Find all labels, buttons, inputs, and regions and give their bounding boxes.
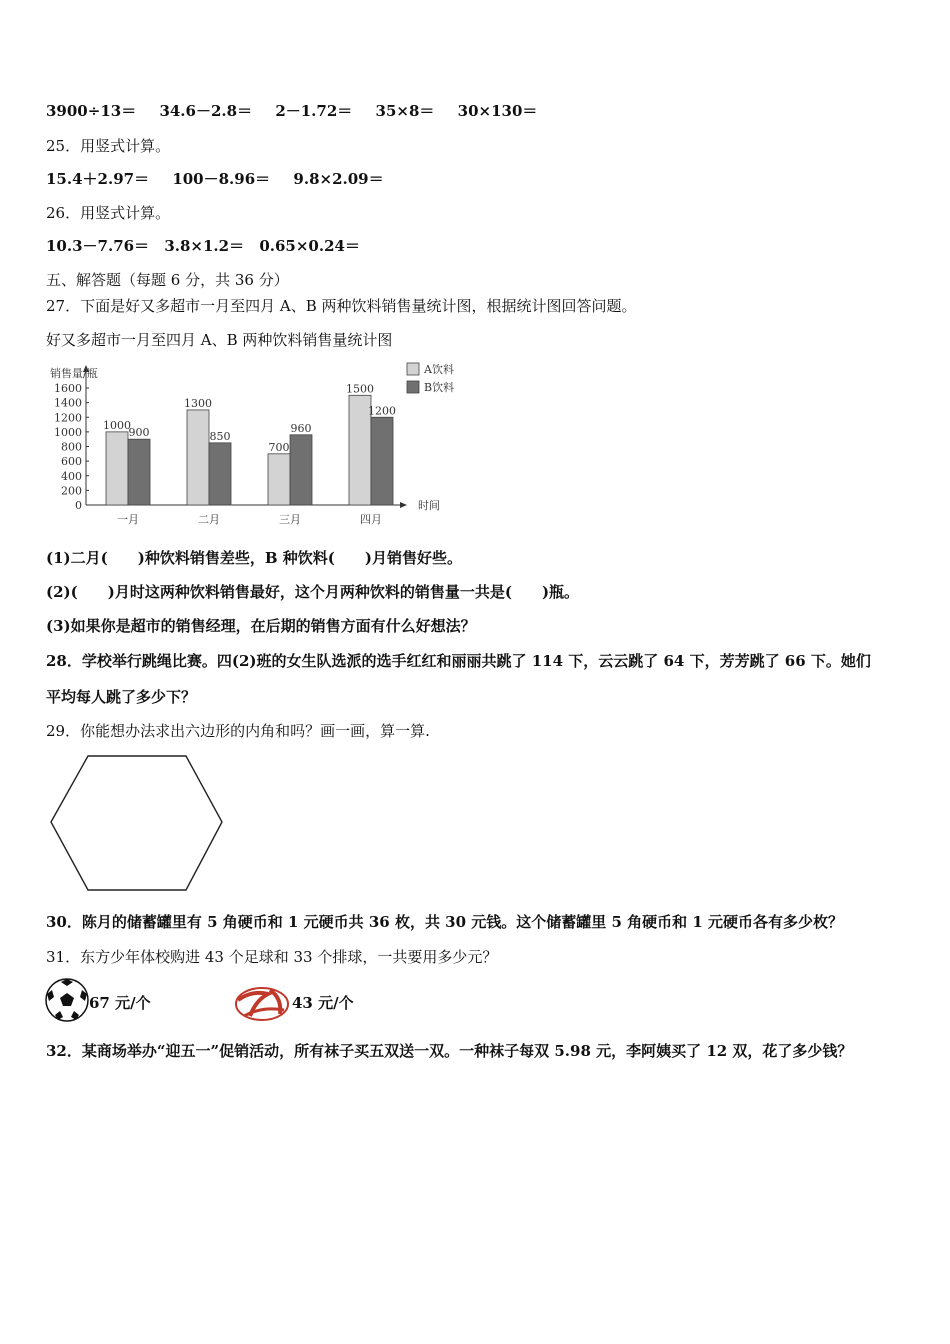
x-axis-arrow <box>400 502 407 508</box>
bar-value-label: 960 <box>290 421 312 435</box>
hexagon-shape <box>51 756 222 890</box>
x-tick-label: 一月 <box>117 513 139 526</box>
y-tick-label: 600 <box>61 455 82 469</box>
calc-item: 10.3－7.76＝ <box>46 237 150 255</box>
bar-b <box>209 443 231 505</box>
calc-item: 0.65×0.24＝ <box>259 237 360 255</box>
x-axis-label: 时间 <box>418 499 440 512</box>
bar-b <box>128 439 150 505</box>
y-tick-label: 200 <box>61 484 82 498</box>
legend-swatch <box>407 363 419 375</box>
volleyball-price: 43 元/个 <box>292 994 354 1012</box>
bar-value-label: 1000 <box>103 418 131 432</box>
y-axis-label: 销售量/瓶 <box>50 367 98 380</box>
q32-title: 32．某商场举办“迎五一”促销活动，所有袜子买五双送一双。一种袜子每双 5.98 元，李阿姨买了 12 双，花了多少钱？ <box>46 1042 853 1060</box>
calc-item: 30×130＝ <box>457 102 538 120</box>
calc-item: 35×8＝ <box>375 102 435 120</box>
soccer-ball-icon <box>44 977 90 1023</box>
y-tick-label: 1000 <box>54 425 82 439</box>
bar-value-label: 900 <box>128 426 150 440</box>
bar-value-label: 1300 <box>184 396 212 410</box>
q25-title: 25．用竖式计算。 <box>46 137 171 155</box>
q26-items <box>46 236 360 256</box>
q30-title: 30．陈月的储蓄罐里有 5 角硬币和 1 元硬币共 36 枚，共 30 元钱。这个储蓄罐里 5 角硬币和 1 元硬币各有多少枚？ <box>46 913 844 931</box>
y-tick-label: 400 <box>61 469 82 483</box>
volleyball-icon <box>234 986 290 1022</box>
q27-sub2-part: )瓶。 <box>541 583 580 601</box>
q27-sub2 <box>46 582 579 602</box>
q28-line2: 平均每人跳了多少下？ <box>46 688 197 706</box>
x-tick-label: 四月 <box>360 513 382 526</box>
calc-item: 3900÷13＝ <box>46 102 137 120</box>
y-tick-label: 1600 <box>54 382 82 395</box>
soccer-price: 67 元/个 <box>89 994 151 1012</box>
q27-title: 27．下面是好又多超市一月至四月 A、B 两种饮料销售量统计图，根据统计图回答问题。 <box>46 297 637 315</box>
calc-item: 9.8×2.09＝ <box>293 170 384 188</box>
q27-sub2-part: (2)( <box>46 583 78 601</box>
bar-a <box>106 432 128 505</box>
q25-items <box>46 169 384 189</box>
q29-title: 29．你能想办法求出六边形的内角和吗？画一画，算一算. <box>46 722 430 740</box>
bar-chart <box>46 358 486 528</box>
q27-sub1-part: (1)二月( <box>46 549 108 567</box>
q27-sub1-part: )月销售好些。 <box>364 549 462 567</box>
bar-value-label: 1500 <box>346 382 374 396</box>
q27-sub1 <box>46 548 462 568</box>
x-tick-label: 三月 <box>279 513 301 526</box>
y-tick-label: 0 <box>75 499 82 512</box>
bar-b <box>371 417 393 505</box>
x-tick-label: 二月 <box>198 513 220 526</box>
q27-sub3: (3)如果你是超市的销售经理，在后期的销售方面有什么好想法？ <box>46 617 476 635</box>
bar-value-label: 850 <box>209 429 231 443</box>
bar-b <box>290 435 312 505</box>
section-heading: 五、解答题（每题 6 分，共 36 分） <box>46 271 289 289</box>
bar-value-label: 1200 <box>368 404 396 418</box>
q27-sub1-part: )种饮料销售差些，B 种饮料( <box>137 549 335 567</box>
q31-title: 31．东方少年体校购进 43 个足球和 33 个排球，一共要用多少元？ <box>46 948 498 966</box>
y-tick-label: 800 <box>61 440 82 454</box>
calc-row-1 <box>46 101 537 121</box>
y-tick-label: 1400 <box>54 396 82 410</box>
bar-value-label: 700 <box>268 440 290 454</box>
hexagon-figure <box>46 752 226 896</box>
legend-swatch <box>407 381 419 393</box>
calc-item: 15.4＋2.97＝ <box>46 170 150 188</box>
calc-item: 34.6－2.8＝ <box>159 102 253 120</box>
q28-line1: 28．学校举行跳绳比赛。四(2)班的女生队选派的选手红红和丽丽共跳了 114 下，云云跳了 64 下，芳芳跳了 66 下。她们 <box>46 652 871 670</box>
q27-sub2-part: )月时这两种饮料销售最好，这个月两种饮料的销售量一共是( <box>107 583 512 601</box>
y-tick-label: 1200 <box>54 411 82 425</box>
legend-label: B饮料 <box>424 381 455 394</box>
calc-item: 3.8×1.2＝ <box>164 237 245 255</box>
bar-a <box>187 410 209 505</box>
calc-item: 100－8.96＝ <box>172 170 271 188</box>
chart-title: 好又多超市一月至四月 A、B 两种饮料销售量统计图 <box>46 331 393 349</box>
legend-label: A饮料 <box>424 363 454 376</box>
calc-item: 2－1.72＝ <box>275 102 353 120</box>
bar-a <box>268 454 290 505</box>
q26-title: 26．用竖式计算。 <box>46 204 171 222</box>
